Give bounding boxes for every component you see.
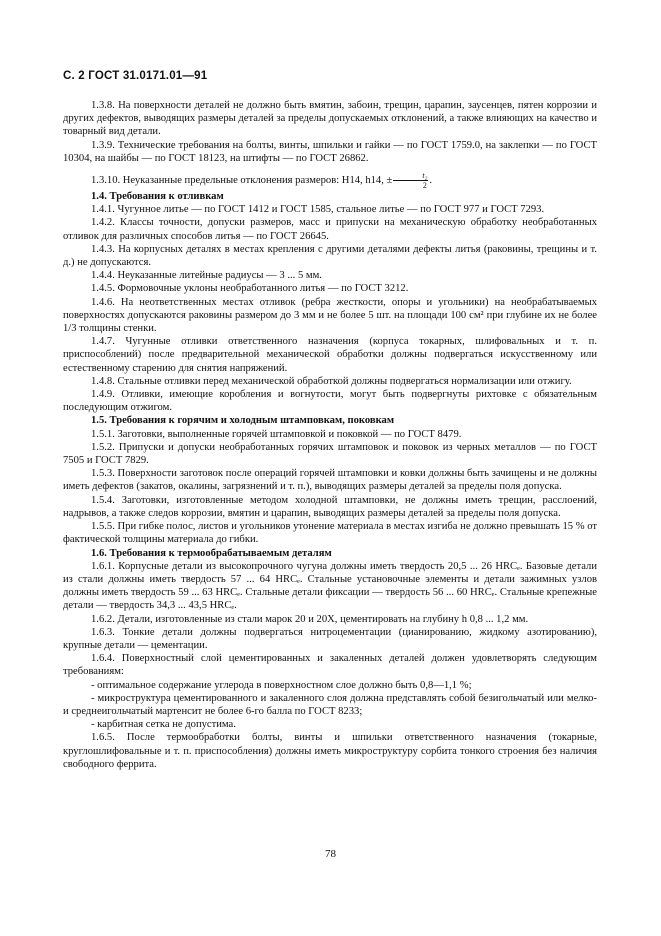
paragraph-1-3-10 [63,171,597,190]
paragraph-1-3-9: 1.3.9. Технические требования на болты, винты, шпильки и гайки — по ГОСТ 1759.0, на заклепки — по ГОСТ 10304, на шайбы — по ГОСТ 18123, на штифты — по ГОСТ 26862. [63,139,597,164]
section-heading-1-4: 1.4. Требования к отливкам [91,191,224,203]
paragraph-1-3-10-end: . [429,174,433,186]
paragraph-1-4-3: 1.4.3. На корпусных деталях в местах крепления с другими деталями дефекты литья (раковины, трещины и т. д.) не допускаются. [63,243,597,269]
section-heading-1-6: 1.6. Требования к термообрабатываемым деталям [91,547,332,559]
paragraph-1-6-4: 1.6.4. Поверхностный слой цементированных и закаленных деталей должен удовлетворять следующим требованиям: [63,653,597,678]
paragraph-1-5-3: 1.5.3. Поверхности заготовок после операций горячей штамповки и ковки должны быть зачищены и не должны иметь дефектов (закатов, окалины, загрязнений и т. п.), выводящих размеры деталей за пределы поля допуска. [63,468,597,493]
list-item-carbide: - карбитная сетка не допустима. [91,719,236,731]
document-body [63,99,597,771]
paragraph-1-3-10-text: 1.3.10. Неуказанные предельные отклонения размеров: H14, h14, ± [91,174,393,186]
paragraph-1-4-1: 1.4.1. Чугунное литье — по ГОСТ 1412 и ГОСТ 1585, стальное литье — по ГОСТ 977 и ГОСТ 7293. [91,204,545,216]
list-item-microstructure: - микроструктура цементированного и закаленного слоя должна представлять собой безигольчатый или мелко- и среднеигольчатый мартенсит не более 6-го балла по ГОСТ 8233; [63,692,597,717]
paragraph-1-6-5: 1.6.5. После термообработки болты, винты и шпильки ответственного назначения (токарные, круглошлифовальные и т. п. приспособления) должны иметь микроструктуру сорбита тонкого строения без наличия свободного феррита. [63,732,597,770]
section-heading-1-5: 1.5. Требования к горячим и холодным штамповкам, поковкам [91,415,395,427]
paragraph-1-4-5: 1.4.5. Формовочные уклоны необработанного литья — по ГОСТ 3212. [91,283,409,295]
paragraph-1-5-1: 1.5.1. Заготовки, выполненные горячей штамповкой и поковкой — по ГОСТ 8479. [91,428,462,440]
tolerance-fraction [393,171,428,190]
fraction-numerator: t₂ [393,171,428,181]
paragraph-1-5-4: 1.5.4. Заготовки, изготовленные методом холодной штамповки, не должны иметь трещин, расслоений, надрывов, а также следов коррозии, вмятин и царапин, выводящих размеры деталей за пределы поля допуска. [63,494,597,519]
paragraph-1-5-5: 1.5.5. При гибке полос, листов и угольников утонение материала в местах изгиба не должно превышать 15 % от фактической толщины материала до гибки. [63,521,597,546]
page-header: С. 2 ГОСТ 31.0171.01—91 [63,70,208,82]
paragraph-1-6-3: 1.6.3. Тонкие детали должны подвергаться нитроцементации (цианированию, жидкому азотированию), крупные детали — цементации. [63,626,597,651]
paragraph-1-4-2: 1.4.2. Классы точности, допуски размеров, масс и припуски на механическую обработку необработанных отливок для различных способов литья — по ГОСТ 26645. [63,217,597,242]
paragraph-1-3-8: 1.3.8. На поверхности деталей не должно быть вмятин, забоин, трещин, царапин, заусенцев, пятен коррозии и других дефектов, выводящих размеры деталей за пределы допускаемых отклонений, а также влияющих на качество и товарный вид детали. [63,100,597,138]
paragraph-1-4-8: 1.4.8. Стальные отливки перед механической обработкой должны подвергаться нормализации или отжигу. [91,375,572,387]
paragraph-1-6-2: 1.6.2. Детали, изготовленные из стали марок 20 и 20Х, цементировать на глубину h 0,8 ... 1,2 мм. [91,613,529,625]
list-item-carbon: - оптимальное содержание углерода в поверхностном слое должно быть 0,8—1,1 %; [91,679,472,691]
paragraph-1-4-9: 1.4.9. Отливки, имеющие коробления и вогнутости, могут быть подвергнуты рихтовке с обязательным последующим отжигом. [63,389,597,414]
fraction-denominator: 2 [422,181,427,191]
paragraph-1-5-2: 1.5.2. Припуски и допуски необработанных горячих штамповок и поковок из черных металлов — по ГОСТ 7505 и ГОСТ 7829. [63,441,597,467]
paragraph-1-4-4: 1.4.4. Неуказанные литейные радиусы — 3 ... 5 мм. [91,270,322,282]
paragraph-1-6-1: 1.6.1. Корпусные детали из высокопрочного чугуна должны иметь твердость 20,5 ... 26 HRCₑ. Базовые детали из стали должны иметь твердость 57 ... 64 HRCₑ. Стальные установочные элементы и детали зажимных узлов должны иметь твердость 59 ... 63 HRCₑ. Стальные детали фиксации — твердость 56 ... 60 HRCₑ. Стальные крепежные детали — твердость 34,3 ... 43,5 HRCₑ. [63,560,597,612]
paragraph-1-4-6: 1.4.6. На неответственных местах отливок (ребра жесткости, опоры и угольники) на необрабатываемых поверхностях допускаются раковины размером до 3 мм и не более 5 шт. на площади 100 см² при глубине их не более 1/3 толщины стенки. [63,296,597,335]
paragraph-1-4-7: 1.4.7. Чугунные отливки ответственного назначения (корпуса токарных, шлифовальных и т. п. приспособлений) после предварительной механической обработки должны подвергаться искусственному или естественному старению для снятия напряжений. [63,336,597,374]
page-number: 78 [325,848,336,860]
